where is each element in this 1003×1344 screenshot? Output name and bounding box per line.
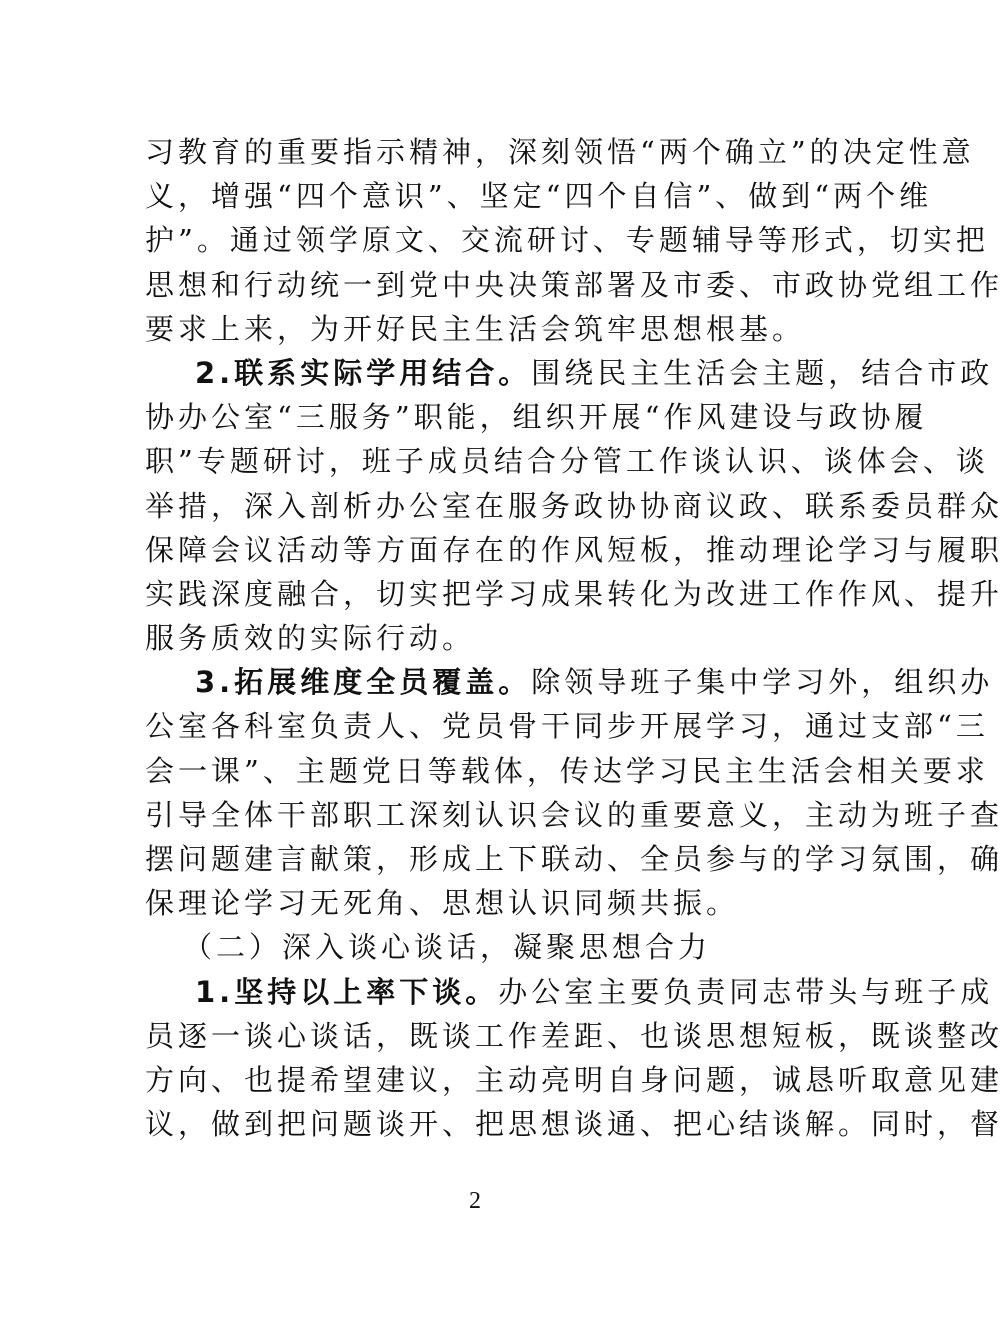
text-line: 保障会议活动等方面存在的作风短板，推动理论学习与履职 <box>145 532 1003 567</box>
text-line: 员逐一谈心谈话，既谈工作差距、也谈思想短板，既谈整改 <box>145 1018 1003 1053</box>
paragraph-heading: 3.拓展维度全员覆盖。 <box>195 665 532 700</box>
text-line: 议，做到把问题谈开、把思想谈通、把心结谈解。同时，督 <box>145 1107 1003 1142</box>
text-span: 办公室主要负责同志带头与班子成 <box>498 974 994 1009</box>
paragraph-heading: 2.联系实际学用结合。 <box>195 355 532 390</box>
text-line: 服务质效的实际行动。 <box>145 621 476 656</box>
text-line: 举措，深入剖析办公室在服务政协协商议政、联系委员群众 <box>145 488 1003 523</box>
document-body <box>145 130 1003 1146</box>
text-line: 摆问题建言献策，形成上下联动、全员参与的学习氛围，确 <box>145 842 1003 876</box>
text-line: 义，增强“四个意识”、坚定“四个自信”、做到“两个维 <box>145 179 933 214</box>
text-span: 围绕民主生活会主题，结合市政 <box>531 355 994 390</box>
paragraph-first-line <box>145 970 994 1014</box>
text-line: 方向、也提希望建议，主动亮明自身问题，诚恳听取意见建 <box>145 1062 1003 1097</box>
page-number: 2 <box>469 1188 481 1214</box>
text-line: 会一课”、主题党日等载体，传达学习民主生活会相关要求 <box>145 753 989 788</box>
section-heading: （二）深入谈心谈话，凝聚思想合力 <box>183 930 712 965</box>
text-span: 除领导班子集中学习外，组织办 <box>531 665 994 700</box>
text-line: 实践深度融合，切实把学习成果转化为改进工作作风、提升 <box>145 576 1003 611</box>
text-line: 职”专题研讨，班子成员结合分管工作谈认识、谈体会、谈 <box>145 444 989 479</box>
text-line: 要求上来，为开好民主生活会筑牢思想根基。 <box>145 311 806 346</box>
text-line: 协办公室“三服务”职能，组织开展“作风建设与政协履 <box>145 400 928 435</box>
paragraph-heading: 1.坚持以上率下谈。 <box>195 974 499 1009</box>
paragraph-first-line <box>145 351 994 395</box>
text-line: 保理论学习无死角、思想认识同频共振。 <box>145 886 740 921</box>
text-line: 公室各科室负责人、党员骨干同步开展学习，通过支部“三 <box>145 709 989 744</box>
text-line: 思想和行动统一到党中央决策部署及市委、市政协党组工作 <box>145 267 1003 302</box>
text-line: 引导全体干部职工深刻认识会议的重要意义，主动为班子查 <box>145 797 1003 832</box>
text-line: 护”。通过领学原文、交流研讨、专题辅导等形式，切实把 <box>145 223 989 258</box>
paragraph-first-line <box>145 660 994 704</box>
text-line: 习教育的重要指示精神，深刻领悟“两个确立”的决定性意 <box>145 135 975 169</box>
